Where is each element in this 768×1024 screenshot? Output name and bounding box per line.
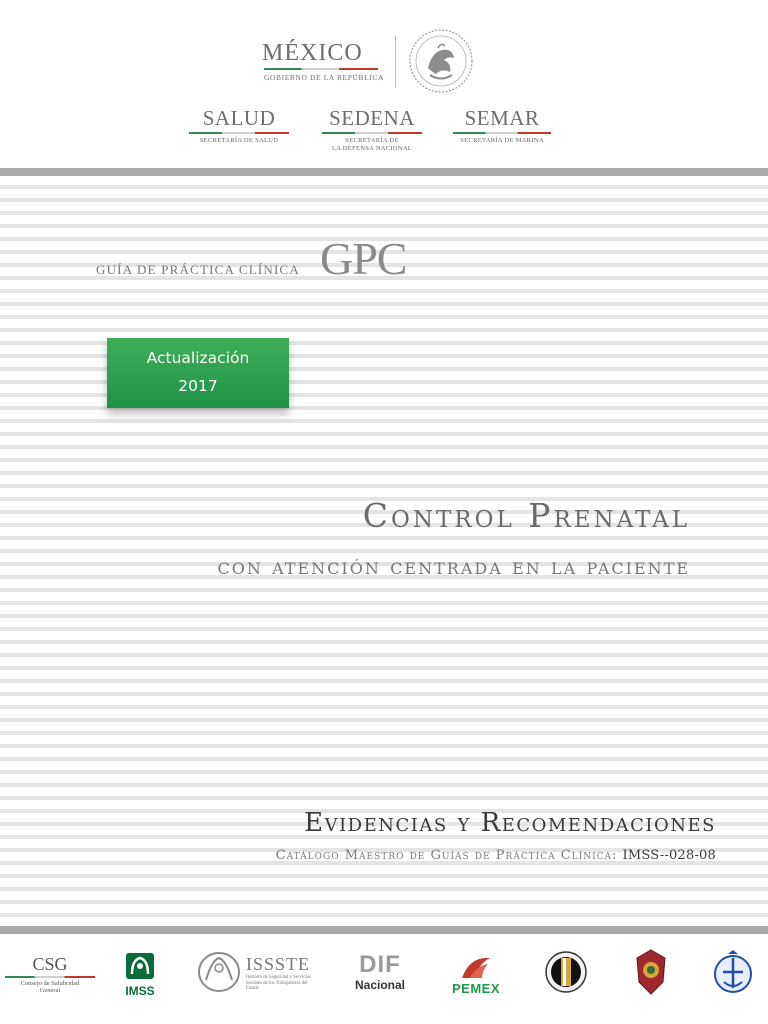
issste-emblem-icon <box>196 950 242 994</box>
update-badge <box>107 338 289 408</box>
csg-rule <box>5 976 95 978</box>
salud-sub: SECRETARÍA DE SALUD <box>199 137 279 144</box>
mexico-wordmark: MÉXICO <box>262 40 363 66</box>
imss-emblem-icon <box>123 952 157 982</box>
semar-name: SEMAR <box>464 106 540 130</box>
issste-logo <box>196 950 320 996</box>
imss-logo <box>122 952 158 996</box>
sedena-sub: SECRETARÍA DE LA DEFENSA NACIONAL <box>331 137 413 152</box>
bottom-divider-bar <box>0 926 768 934</box>
csg-abbr: CSG <box>32 954 68 974</box>
military-emblem-icon <box>634 948 668 996</box>
badge-year: 2017 <box>178 377 218 395</box>
issste-name: ISSSTE <box>246 954 311 974</box>
pemex-text: PEMEX <box>451 981 500 996</box>
catalog-label: Catálogo Maestro de Guías de Práctica Clínica: <box>275 848 618 863</box>
sedena-name: SEDENA <box>329 106 415 130</box>
mexico-coat-of-arms-icon <box>408 28 474 94</box>
badge-line1: Actualización <box>146 349 250 367</box>
sedena-emblem-icon <box>544 950 588 994</box>
document-subtitle: con atención centrada en la paciente <box>217 554 690 580</box>
sedena-logo <box>318 106 426 153</box>
salud-rule <box>189 132 289 134</box>
catalog-code: IMSS--028-08 <box>622 848 716 863</box>
pemex-logo <box>442 952 510 996</box>
tricolor-rule <box>264 68 378 70</box>
pemex-emblem-icon <box>456 952 496 980</box>
sedena-rule <box>322 132 422 134</box>
dif-logo <box>352 952 408 992</box>
document-title: Control Prenatal <box>362 496 690 535</box>
dif-big: DIF <box>359 951 401 978</box>
guide-label: GUÍA DE PRÁCTICA CLÍNICA <box>96 262 300 277</box>
csg-logo <box>2 954 98 994</box>
semar-logo <box>450 106 554 145</box>
salud-name: SALUD <box>202 106 276 130</box>
top-divider-bar <box>0 168 768 176</box>
header <box>0 0 768 170</box>
footer-logos <box>0 934 768 1024</box>
navy-emblem-icon <box>712 948 754 996</box>
csg-line1: Consejo de Salubridad <box>20 980 80 987</box>
dif-sub: Nacional <box>354 978 405 992</box>
csg-line2: General <box>39 987 61 994</box>
gpc-acronym: GPC <box>320 233 407 284</box>
semar-sub: SECRETARÍA DE MARINA <box>460 137 544 144</box>
salud-logo <box>186 106 292 145</box>
header-divider <box>395 36 396 88</box>
semar-rule <box>453 132 551 134</box>
issste-sub: Instituto de Seguridad y Servicios Sociales de los Trabajadores del Estado <box>246 975 312 991</box>
government-subtitle: GOBIERNO DE LA REPÚBLICA <box>264 73 385 82</box>
catalog-line <box>276 848 716 863</box>
section-heading: Evidencias y Recomendaciones <box>304 808 716 838</box>
imss-text: IMSS <box>125 984 155 998</box>
